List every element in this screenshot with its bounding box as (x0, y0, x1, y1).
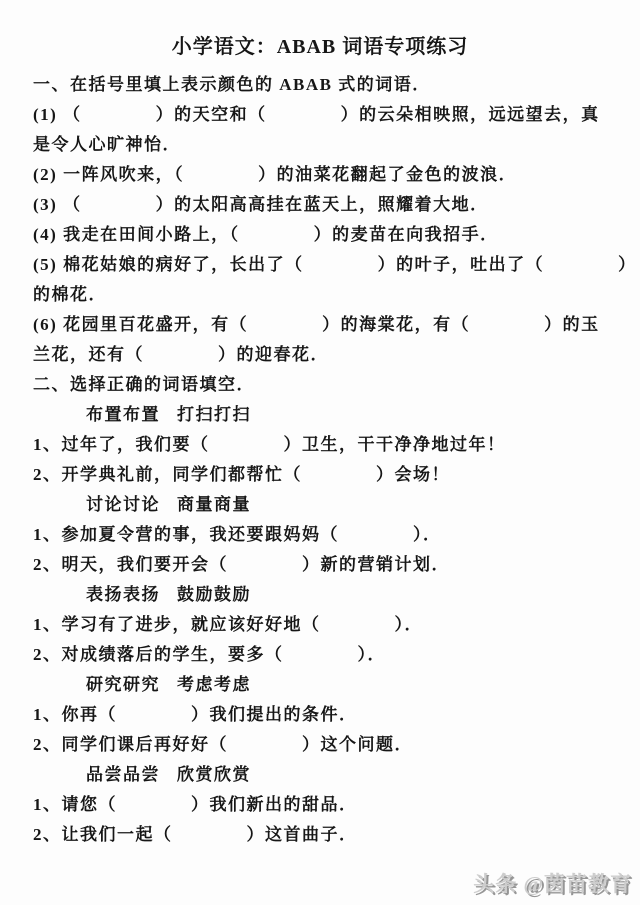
word-bank-option: 考虑考虑 (177, 675, 251, 694)
section2-group3-item-2: 2、对成绩落后的学生，要多（ ）． (33, 645, 386, 664)
word-bank-5 (33, 760, 630, 790)
section2-group4-item-1: 1、你再（ ）我们提出的条件． (33, 705, 358, 724)
word-bank-option: 欣赏欣赏 (177, 765, 251, 784)
section2-group5-item-1: 1、请您（ ）我们新出的甜品． (33, 795, 358, 814)
section2-group1-item-2: 2、开学典礼前，同学们都帮忙（ ）会场！ (33, 465, 450, 484)
section2-group1-item-1: 1、过年了，我们要（ ）卫生，干干净净地过年！ (33, 435, 506, 454)
section1-item-3: (3) （ ）的太阳高高挂在蓝天上，照耀着大地． (33, 195, 489, 214)
section2-group2-item-1: 1、参加夏令营的事，我还要跟妈妈（ ）． (33, 525, 442, 544)
word-bank-4 (33, 670, 630, 700)
section1-item-6-line-1: (6) 花园里百花盛开，有（ ）的海棠花，有（ ）的玉 (33, 315, 600, 334)
section2-group5-item-2: 2、让我们一起（ ）这首曲子． (33, 825, 358, 844)
section1-item-2: (2) 一阵风吹来，（ ）的油菜花翻起了金色的波浪． (33, 165, 518, 184)
section2-group2-item-2: 2、明天，我们要开会（ ）新的营销计划． (33, 555, 450, 574)
word-bank-option: 品尝品尝 (86, 765, 160, 784)
section1-item-1-line-2: 是令人心旷神怡． (33, 135, 181, 154)
word-bank-option: 讨论讨论 (86, 495, 160, 514)
section1-item-4: (4) 我走在田间小路上，（ ）的麦苗在向我招手． (33, 225, 499, 244)
watermark-credit: 头条 @茵苗教育 (473, 872, 632, 896)
word-bank-2 (33, 490, 630, 520)
section1-item-5-line-1: (5) 棉花姑娘的病好了，长出了（ ）的叶子，吐出了（ ） (33, 255, 637, 274)
word-bank-option: 表扬表扬 (86, 585, 160, 604)
section2-heading: 二、选择正确的词语填空． (33, 375, 255, 394)
section1-item-5-line-2: 的棉花． (33, 285, 107, 304)
word-bank-option: 鼓励鼓励 (177, 585, 251, 604)
section1-heading: 一、在括号里填上表示颜色的 ABAB 式的词语． (33, 75, 431, 94)
word-bank-option: 商量商量 (177, 495, 251, 514)
word-bank-1 (33, 400, 630, 430)
section2-group4-item-2: 2、同学们课后再好好（ ）这个问题． (33, 735, 413, 754)
word-bank-option: 布置布置 (86, 405, 160, 424)
word-bank-option: 打扫打扫 (177, 405, 251, 424)
section1-item-6-line-2: 兰花，还有（ ）的迎春花． (33, 345, 329, 364)
worksheet-title: 小学语文：ABAB 词语专项练习 (171, 36, 469, 58)
section2-group3-item-1: 1、学习有了进步，就应该好好地（ ）． (33, 615, 423, 634)
section1-item-1-line-1: (1) （ ）的天空和（ ）的云朵相映照，远远望去，真 (33, 105, 600, 124)
word-bank-option: 研究研究 (86, 675, 160, 694)
word-bank-3 (33, 580, 630, 610)
